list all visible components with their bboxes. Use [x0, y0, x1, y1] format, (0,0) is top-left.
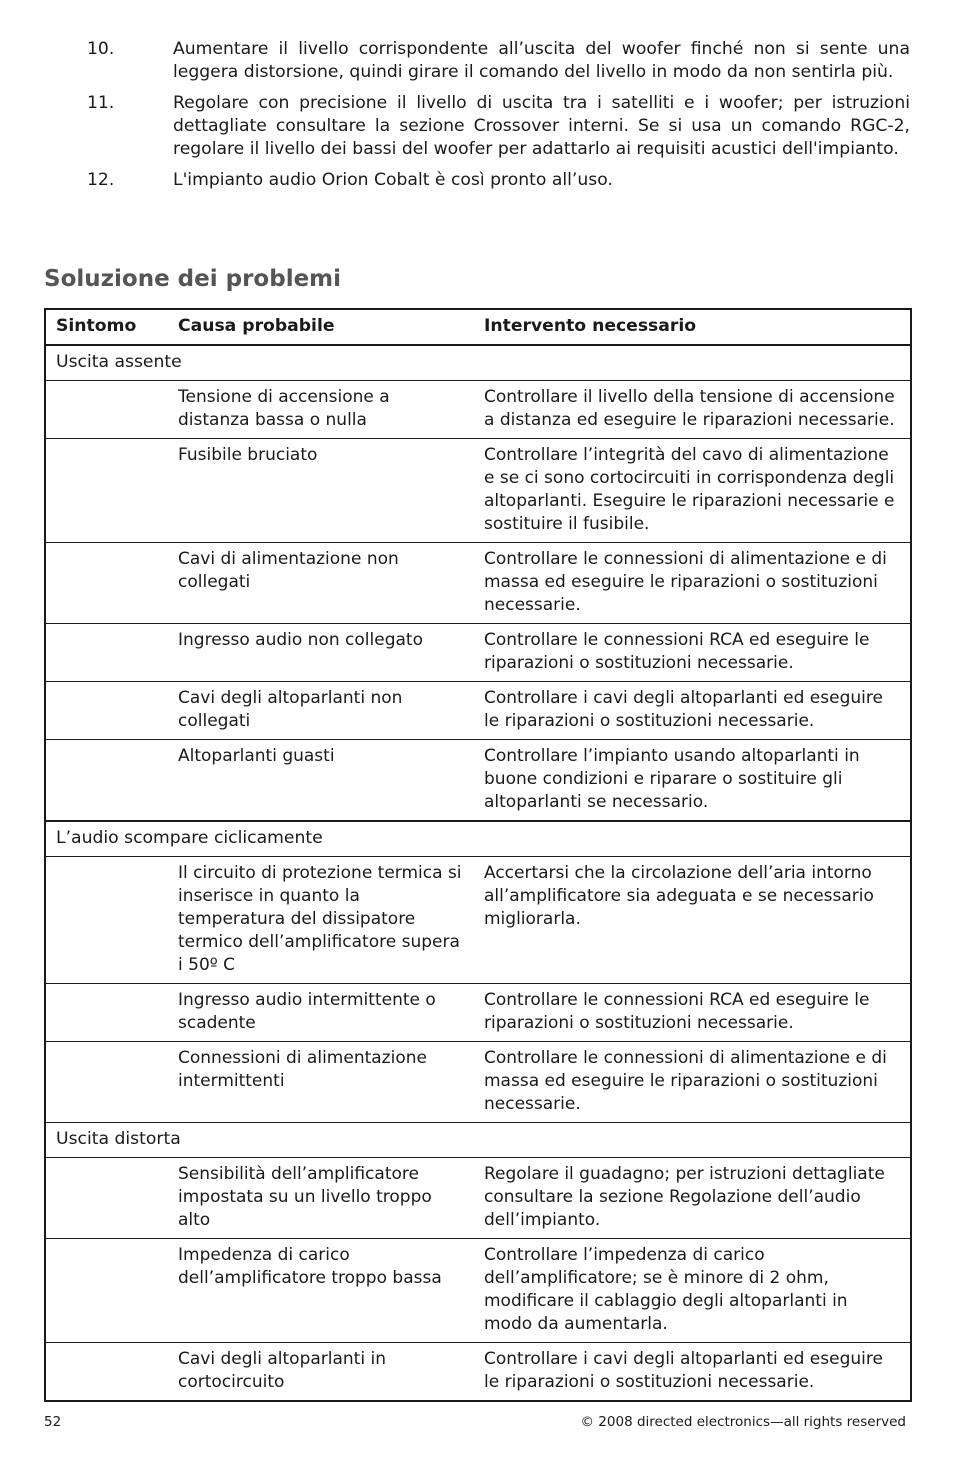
action-cell: Controllare le connessioni RCA ed eseguire le riparazioni o sostituzioni necessarie. [474, 984, 911, 1042]
table-row [45, 624, 911, 682]
table-row [45, 1343, 911, 1402]
action-cell: Controllare le connessioni di alimentazione e di massa ed eseguire le riparazioni o sostituzioni necessarie. [474, 1042, 911, 1123]
symptom-group-row [45, 821, 911, 857]
step-text: Aumentare il livello corrispondente all’uscita del woofer finché non si sente una leggera distorsione, quindi girare il comando del livello in modo da non sentirla più. [173, 39, 910, 82]
step-text: Regolare con precisione il livello di uscita tra i satelliti e i woofer; per istruzioni dettagliate consultare la sezione Crossover interni. Se si usa un comando RGC-2, regolare il livello dei bassi del woofer per adattarlo ai requisiti acustici dell'impianto. [173, 93, 910, 159]
table-row [45, 682, 911, 740]
step-text: L'impianto audio Orion Cobalt è così pronto all’uso. [173, 170, 613, 190]
symptom-cell [45, 857, 168, 984]
cause-cell: Tensione di accensione a distanza bassa o nulla [168, 381, 474, 439]
cause-cell: Fusibile bruciato [168, 439, 474, 543]
step-number: 11. [87, 93, 115, 113]
column-header-cause: Causa probabile [168, 309, 474, 345]
troubleshooting-table [44, 308, 912, 1402]
action-cell: Controllare le connessioni RCA ed eseguire le riparazioni o sostituzioni necessarie. [474, 624, 911, 682]
action-cell: Regolare il guadagno; per istruzioni dettagliate consultare la sezione Regolazione dell’audio dell’impianto. [474, 1158, 911, 1239]
cause-cell: Sensibilità dell’amplificatore impostata su un livello troppo alto [168, 1158, 474, 1239]
symptom-cell [45, 1158, 168, 1239]
cause-cell: Cavi degli altoparlanti non collegati [168, 682, 474, 740]
symptom-cell [45, 1239, 168, 1343]
action-cell: Controllare il livello della tensione di accensione a distanza ed eseguire le riparazioni necessarie. [474, 381, 911, 439]
step-number: 12. [87, 170, 115, 190]
cause-cell: Cavi degli altoparlanti in cortocircuito [168, 1343, 474, 1402]
action-cell: Controllare i cavi degli altoparlanti ed eseguire le riparazioni o sostituzioni necessarie. [474, 682, 911, 740]
symptom-label: Uscita distorta [45, 1123, 911, 1158]
table-header-row [45, 309, 911, 345]
symptom-cell [45, 740, 168, 822]
symptom-cell [45, 1343, 168, 1402]
instruction-steps [0, 38, 954, 200]
table-row [45, 857, 911, 984]
symptom-cell [45, 1042, 168, 1123]
table-row [45, 543, 911, 624]
symptom-cell [45, 439, 168, 543]
action-cell: Controllare i cavi degli altoparlanti ed eseguire le riparazioni o sostituzioni necessarie. [474, 1343, 911, 1402]
action-cell: Controllare l’integrità del cavo di alimentazione e se ci sono cortocircuiti in corrispondenza degli altoparlanti. Eseguire le riparazioni necessarie e sostituire il fusibile. [474, 439, 911, 543]
table-row [45, 439, 911, 543]
step-number: 10. [87, 39, 115, 59]
symptom-cell [45, 543, 168, 624]
cause-cell: Altoparlanti guasti [168, 740, 474, 822]
cause-cell: Cavi di alimentazione non collegati [168, 543, 474, 624]
table-row [45, 984, 911, 1042]
table-row [45, 381, 911, 439]
table-row [45, 1239, 911, 1343]
symptom-cell [45, 682, 168, 740]
symptom-group-row [45, 345, 911, 381]
page-number: 52 [44, 1414, 62, 1430]
step-10 [0, 38, 954, 84]
symptom-label: L’audio scompare ciclicamente [45, 821, 911, 857]
symptom-cell [45, 381, 168, 439]
cause-cell: Impedenza di carico dell’amplificatore troppo bassa [168, 1239, 474, 1343]
table-row [45, 1042, 911, 1123]
symptom-cell [45, 984, 168, 1042]
column-header-action: Intervento necessario [474, 309, 911, 345]
step-11 [0, 92, 954, 161]
cause-cell: Connessioni di alimentazione intermittenti [168, 1042, 474, 1123]
symptom-label: Uscita assente [45, 345, 911, 381]
symptom-cell [45, 624, 168, 682]
symptom-group-row [45, 1123, 911, 1158]
action-cell: Controllare le connessioni di alimentazione e di massa ed eseguire le riparazioni o sostituzioni necessarie. [474, 543, 911, 624]
table-row [45, 740, 911, 822]
table-row [45, 1158, 911, 1239]
copyright-notice: © 2008 directed electronics—all rights reserved [580, 1414, 906, 1430]
column-header-symptom: Sintomo [45, 309, 168, 345]
action-cell: Controllare l’impedenza di carico dell’amplificatore; se è minore di 2 ohm, modificare il cablaggio degli altoparlanti in modo da aumentarla. [474, 1239, 911, 1343]
section-title: Soluzione dei problemi [44, 266, 342, 292]
cause-cell: Il circuito di protezione termica si inserisce in quanto la temperatura del dissipatore termico dell’amplificatore supera i 50º C [168, 857, 474, 984]
step-12 [0, 169, 954, 192]
action-cell: Controllare l’impianto usando altoparlanti in buone condizioni e riparare o sostituire gli altoparlanti se necessario. [474, 740, 911, 822]
action-cell: Accertarsi che la circolazione dell’aria intorno all’amplificatore sia adeguata e se necessario migliorarla. [474, 857, 911, 984]
cause-cell: Ingresso audio intermittente o scadente [168, 984, 474, 1042]
cause-cell: Ingresso audio non collegato [168, 624, 474, 682]
